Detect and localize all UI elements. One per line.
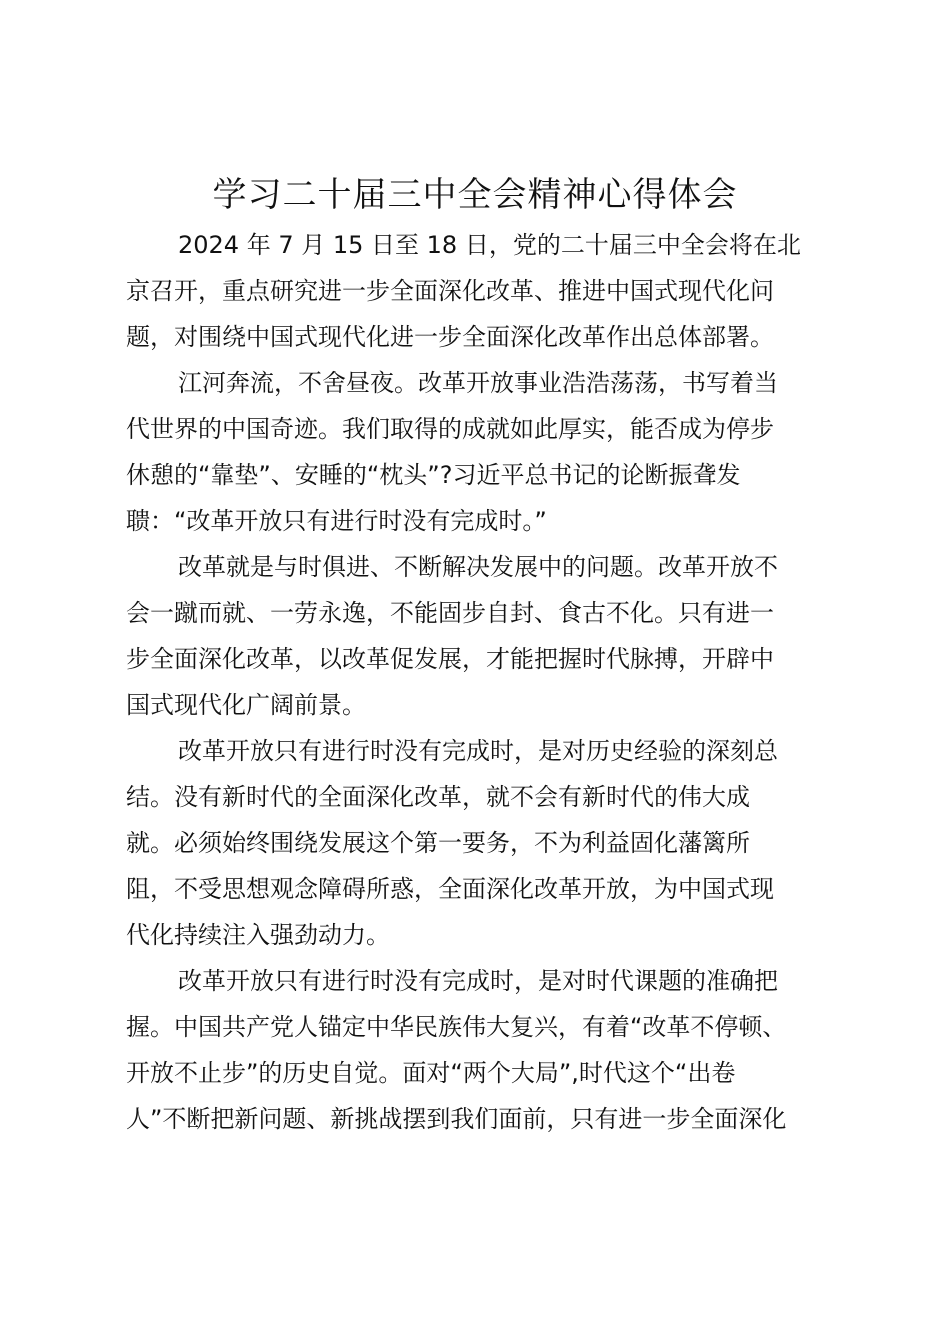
paragraph-2 bbox=[126, 360, 846, 544]
paragraph-line: 阻，不受思想观念障碍所惑，全面深化改革开放，为中国式现 bbox=[126, 875, 774, 903]
document-title: 学习二十届三中全会精神心得体会 bbox=[212, 175, 738, 215]
paragraph-line: 聩：“改革开放只有进行时没有完成时。” bbox=[126, 507, 547, 535]
paragraph-line: 结。没有新时代的全面深化改革，就不会有新时代的伟大成 bbox=[126, 783, 750, 811]
paragraph-line: 京召开，重点研究进一步全面深化改革、推进中国式现代化问 bbox=[126, 277, 774, 305]
paragraph-line: 代世界的中国奇迹。我们取得的成就如此厚实，能否成为停步 bbox=[126, 415, 774, 443]
paragraph-3 bbox=[126, 544, 846, 728]
paragraph-line: 人”不断把新问题、新挑战摆到我们面前，只有进一步全面深化 bbox=[126, 1105, 787, 1133]
paragraph-line: 休憩的“靠垫”、安睡的“枕头”?习近平总书记的论断振聋发 bbox=[126, 461, 741, 489]
paragraph-line: 改革开放只有进行时没有完成时，是对时代课题的准确把 bbox=[178, 967, 778, 995]
paragraph-5 bbox=[126, 958, 846, 1142]
document-body bbox=[126, 222, 846, 1142]
paragraph-line: 步全面深化改革，以改革促发展，才能把握时代脉搏，开辟中 bbox=[126, 645, 774, 673]
paragraph-line: 题，对围绕中国式现代化进一步全面深化改革作出总体部署。 bbox=[126, 323, 774, 351]
paragraph-line: 开放不止步”的历史自觉。面对“两个大局”,时代这个“出卷 bbox=[126, 1059, 736, 1087]
paragraph-1 bbox=[126, 222, 846, 360]
paragraph-line: 国式现代化广阔前景。 bbox=[126, 691, 366, 719]
paragraph-line: 2024 年 7 月 15 日至 18 日，党的二十届三中全会将在北 bbox=[178, 231, 801, 259]
paragraph-line: 江河奔流，不舍昼夜。改革开放事业浩浩荡荡，书写着当 bbox=[178, 369, 778, 397]
paragraph-line: 会一蹴而就、一劳永逸，不能固步自封、食古不化。只有进一 bbox=[126, 599, 774, 627]
paragraph-line: 就。必须始终围绕发展这个第一要务，不为利益固化藩篱所 bbox=[126, 829, 750, 857]
paragraph-line: 改革开放只有进行时没有完成时，是对历史经验的深刻总 bbox=[178, 737, 778, 765]
paragraph-4 bbox=[126, 728, 846, 958]
paragraph-line: 改革就是与时俱进、不断解决发展中的问题。改革开放不 bbox=[178, 553, 778, 581]
paragraph-line: 代化持续注入强劲动力。 bbox=[126, 921, 390, 949]
paragraph-line: 握。中国共产党人锚定中华民族伟大复兴，有着“改革不停顿、 bbox=[126, 1013, 787, 1041]
